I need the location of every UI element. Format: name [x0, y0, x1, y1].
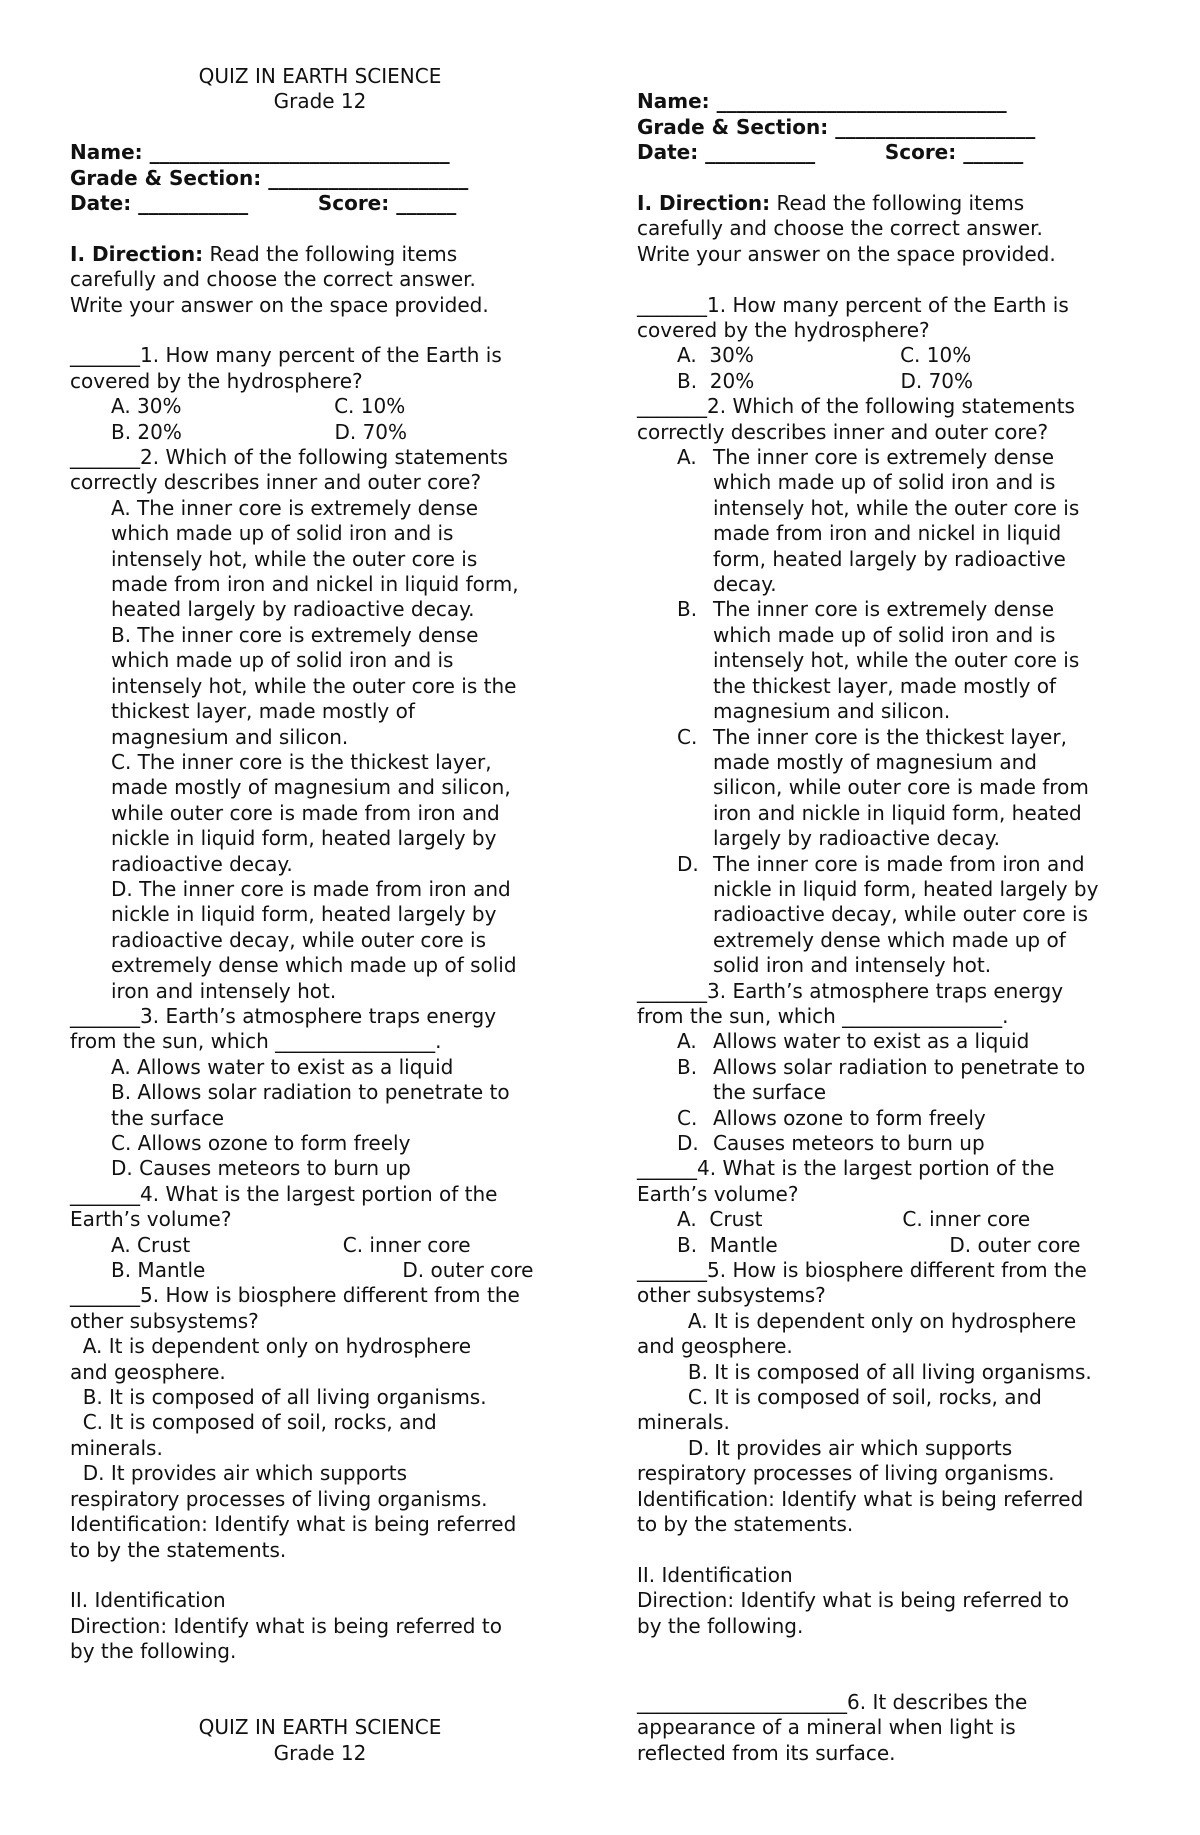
- option-line: Identification: Identify what is being referred: [637, 1486, 1084, 1511]
- question-6-cont: appearance of a mineral when light is: [637, 1715, 1016, 1740]
- option-line: to by the statements.: [637, 1512, 854, 1537]
- question-5-cont: other subsystems?: [70, 1308, 259, 1333]
- option-line: form, heated largely by radioactive: [713, 546, 1066, 571]
- option-line: made mostly of magnesium and: [713, 749, 1037, 774]
- question-2: _______2. Which of the following statements: [70, 445, 508, 470]
- option-line: D. It provides air which supports: [70, 1461, 408, 1486]
- question-6: _____________________6. It describes the: [637, 1689, 1028, 1714]
- option-line: B. It is composed of all living organisms.: [637, 1359, 1092, 1384]
- option-text: [713, 445, 1137, 597]
- option-text: [713, 1029, 1137, 1054]
- question-1-cont: covered by the hydrosphere?: [637, 318, 930, 343]
- direction-text: Read the following items: [770, 191, 1025, 215]
- option-line: and geosphere.: [70, 1359, 226, 1384]
- option-line: nickle in liquid form, heated largely by: [111, 826, 497, 851]
- option-letter: D.: [677, 851, 699, 876]
- direction-label: I. Direction:: [637, 191, 771, 215]
- option-line: heated largely by radioactive decay.: [111, 597, 475, 622]
- option-line: Allows ozone to form freely: [713, 1105, 986, 1130]
- option-text: [713, 725, 1137, 852]
- option-line: intensely hot, while the outer core is: [713, 495, 1080, 520]
- part2-direction: Direction: Identify what is being referred to: [637, 1588, 1069, 1613]
- direction-line: carefully and choose the correct answer.: [70, 267, 476, 292]
- part2-direction: Direction: Identify what is being referred to: [70, 1613, 502, 1638]
- option-line: largely by radioactive decay.: [713, 826, 1001, 851]
- q4-options-row: B. Mantle D. outer core: [677, 1232, 1081, 1257]
- question-3-cont: from the sun, which ________________.: [637, 1003, 1009, 1028]
- date-score-line: Date: ___________ Score: ______: [637, 140, 1024, 165]
- option-line: intensely hot, while the outer core is the: [111, 673, 517, 698]
- direction: [637, 191, 1137, 216]
- name-line: Name: ______________________________: [70, 140, 450, 165]
- option-line: iron and nickle in liquid form, heated: [713, 800, 1082, 825]
- option-letter: A.: [677, 445, 697, 470]
- option-letter: A.: [677, 1029, 697, 1054]
- q4-options-row: A. Crust C. inner core: [677, 1207, 1031, 1232]
- footer-quiz-title: QUIZ IN EARTH SCIENCE: [198, 1715, 442, 1740]
- option-text: [713, 1131, 1137, 1156]
- question-5: _______5. How is biosphere different from the: [70, 1283, 520, 1308]
- option-text: [713, 1106, 1137, 1131]
- question-2-cont: correctly describes inner and outer core?: [70, 470, 482, 495]
- option-line: The inner core is extremely dense: [713, 445, 1055, 470]
- option-line: radioactive decay, while outer core is: [713, 902, 1089, 927]
- direction-label: I. Direction:: [70, 241, 204, 266]
- option-item: [677, 1055, 1137, 1106]
- option-line: Causes meteors to burn up: [713, 1131, 985, 1156]
- option-line: made from iron and nickel in liquid form,: [111, 572, 519, 597]
- option-item: [677, 725, 1137, 852]
- option-line: minerals.: [637, 1410, 730, 1435]
- option-letter: B.: [677, 1054, 698, 1079]
- q3-options: [637, 1029, 1137, 1156]
- direction-line: Write your answer on the space provided.: [637, 241, 1056, 266]
- q1-options-row: B. 20% D. 70%: [677, 368, 974, 393]
- direction-line: Write your answer on the space provided.: [70, 292, 489, 317]
- option-line: silicon, while outer core is made from: [713, 775, 1089, 800]
- option-line: to by the statements.: [70, 1537, 287, 1562]
- option-letter: C.: [677, 1105, 698, 1130]
- option-item: [677, 1106, 1137, 1131]
- q5-options: [637, 1309, 1137, 1538]
- option-line: Identification: Identify what is being referred: [70, 1512, 517, 1537]
- quiz-title: QUIZ IN EARTH SCIENCE: [198, 64, 442, 88]
- option-line: the thickest layer, made mostly of: [713, 673, 1057, 698]
- q5-options: [70, 1334, 570, 1563]
- part2-heading: II. Identification: [70, 1588, 226, 1613]
- name-line: Name: _____________________________: [637, 89, 1007, 114]
- option-line: intensely hot, while the outer core is: [713, 648, 1080, 673]
- direction-line: carefully and choose the correct answer.: [637, 216, 1043, 241]
- option-line: radioactive decay, while outer core is: [111, 927, 487, 952]
- option-line: decay.: [713, 572, 777, 597]
- direction: [70, 242, 570, 267]
- option-line: C. It is composed of soil, rocks, and: [70, 1410, 437, 1435]
- option-line: radioactive decay.: [111, 851, 293, 876]
- question-1: _______1. How many percent of the Earth is: [637, 292, 1069, 317]
- option-line: iron and intensely hot.: [111, 978, 337, 1003]
- question-4: ______4. What is the largest portion of the: [637, 1156, 1055, 1181]
- part2-heading: II. Identification: [637, 1562, 793, 1587]
- option-line: which made up of solid iron and is: [111, 521, 454, 546]
- question-3: _______3. Earth’s atmosphere traps energy: [637, 978, 1064, 1003]
- option-letter: C.: [677, 724, 698, 749]
- option-line: A. The inner core is extremely dense: [111, 495, 479, 520]
- option-line: B. It is composed of all living organisms.: [70, 1385, 487, 1410]
- question-4: _______4. What is the largest portion of the: [70, 1181, 498, 1206]
- option-letter: D.: [677, 1131, 699, 1156]
- option-line: A. It is dependent only on hydrosphere: [70, 1334, 472, 1359]
- q1-options-row: B. 20% D. 70%: [111, 419, 408, 444]
- option-line: Allows solar radiation to penetrate to: [713, 1054, 1086, 1079]
- option-line: which made up of solid iron and is: [713, 622, 1056, 647]
- question-6-cont: reflected from its surface.: [637, 1740, 896, 1765]
- grade-section-line: Grade & Section: ____________________: [637, 114, 1036, 139]
- grade-section-line: Grade & Section: ____________________: [70, 165, 469, 190]
- q3-options: [70, 1055, 570, 1182]
- date-score-line: Date: ___________ Score: ______: [70, 191, 457, 216]
- option-line: which made up of solid iron and is: [111, 648, 454, 673]
- option-line: Allows water to exist as a liquid: [713, 1029, 1030, 1054]
- option-line: D. The inner core is made from iron and: [111, 876, 511, 901]
- quiz-right-column: [637, 89, 1137, 1766]
- option-line: The inner core is the thickest layer,: [713, 724, 1067, 749]
- option-line: B. The inner core is extremely dense: [111, 622, 479, 647]
- q1-options-row: A. 30% C. 10%: [677, 343, 972, 368]
- option-text: [713, 852, 1137, 979]
- question-5: _______5. How is biosphere different from the: [637, 1258, 1087, 1283]
- question-3-cont: from the sun, which ________________.: [70, 1029, 442, 1054]
- option-line: The inner core is extremely dense: [713, 597, 1055, 622]
- option-line: the surface: [111, 1105, 225, 1130]
- option-line: D. Causes meteors to burn up: [111, 1156, 411, 1181]
- q2-options: [70, 496, 570, 1004]
- option-line: made from iron and nickel in liquid: [713, 521, 1062, 546]
- option-item: [677, 1131, 1137, 1156]
- option-line: and geosphere.: [637, 1334, 793, 1359]
- option-line: C. Allows ozone to form freely: [111, 1131, 411, 1156]
- option-line: thickest layer, made mostly of: [111, 699, 415, 724]
- question-1: _______1. How many percent of the Earth is: [70, 343, 502, 368]
- option-line: respiratory processes of living organisms.: [70, 1486, 488, 1511]
- option-line: which made up of solid iron and is: [713, 470, 1056, 495]
- option-text: [713, 1055, 1137, 1106]
- q4-options-row: A. Crust C. inner core: [111, 1232, 471, 1257]
- option-item: [677, 1029, 1137, 1054]
- option-line: B. Allows solar radiation to penetrate to: [111, 1080, 510, 1105]
- option-line: minerals.: [70, 1435, 163, 1460]
- option-item: [677, 852, 1137, 979]
- direction-text: Read the following items: [203, 241, 458, 266]
- option-text: [713, 597, 1137, 724]
- option-line: the surface: [713, 1080, 827, 1105]
- option-line: C. It is composed of soil, rocks, and: [637, 1385, 1042, 1410]
- option-line: intensely hot, while the outer core is: [111, 546, 478, 571]
- footer-quiz-grade: Grade 12: [273, 1740, 367, 1765]
- quiz-grade: Grade 12: [273, 89, 367, 114]
- question-3: _______3. Earth’s atmosphere traps energy: [70, 1003, 497, 1028]
- q4-options-row: B. Mantle D. outer core: [111, 1258, 534, 1283]
- option-item: [677, 445, 1137, 597]
- question-4-cont: Earth’s volume?: [70, 1207, 232, 1232]
- option-line: made mostly of magnesium and silicon,: [111, 775, 511, 800]
- option-line: magnesium and silicon.: [111, 724, 349, 749]
- question-5-cont: other subsystems?: [637, 1283, 826, 1308]
- option-item: [677, 597, 1137, 724]
- part2-direction-cont: by the following.: [70, 1639, 237, 1664]
- option-line: solid iron and intensely hot.: [713, 953, 992, 978]
- option-line: extremely dense which made up of: [713, 927, 1066, 952]
- option-line: nickle in liquid form, heated largely by: [111, 902, 497, 927]
- option-line: while outer core is made from iron and: [111, 800, 500, 825]
- option-line: extremely dense which made up of solid: [111, 953, 517, 978]
- option-line: respiratory processes of living organisms.: [637, 1461, 1055, 1486]
- option-line: The inner core is made from iron and: [713, 851, 1085, 876]
- option-line: magnesium and silicon.: [713, 699, 951, 724]
- quiz-left-column: [70, 64, 570, 1766]
- option-line: A. Allows water to exist as a liquid: [111, 1054, 454, 1079]
- option-line: nickle in liquid form, heated largely by: [713, 876, 1099, 901]
- question-2-cont: correctly describes inner and outer core?: [637, 419, 1049, 444]
- question-4-cont: Earth’s volume?: [637, 1181, 799, 1206]
- q1-options-row: A. 30% C. 10%: [111, 394, 406, 419]
- option-line: D. It provides air which supports: [637, 1435, 1013, 1460]
- question-1-cont: covered by the hydrosphere?: [70, 368, 363, 393]
- q2-options: [637, 445, 1137, 979]
- option-line: A. It is dependent only on hydrosphere: [637, 1308, 1077, 1333]
- part2-direction-cont: by the following.: [637, 1613, 804, 1638]
- question-2: _______2. Which of the following statements: [637, 394, 1075, 419]
- option-letter: B.: [677, 597, 698, 622]
- option-line: C. The inner core is the thickest layer,: [111, 749, 492, 774]
